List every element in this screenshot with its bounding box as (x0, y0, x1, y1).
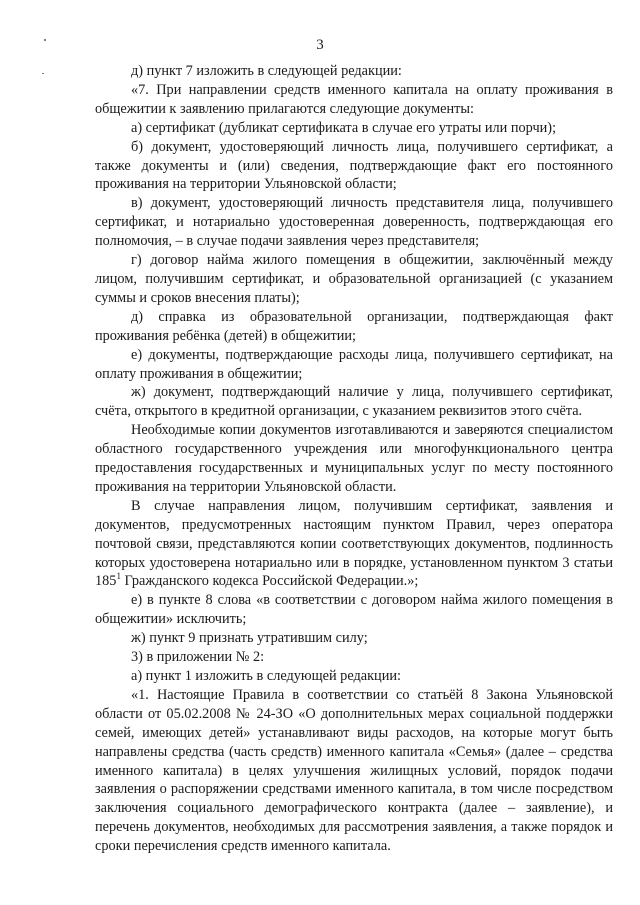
page-number: 3 (316, 37, 324, 53)
paragraph: ж) документ, подтверждающий наличие у лица, получившего сертификат, счёта, открытого в кредитной организации, с указанием реквизитов этого счёта. (95, 384, 613, 420)
document-body (95, 62, 613, 856)
paragraph-text: Гражданского кодекса Российской Федерации.»; (120, 573, 419, 590)
paragraph: е) документы, подтверждающие расходы лица, получившего сертификат, на оплату проживания в общежитии; (95, 346, 613, 382)
paragraph: в) документ, удостоверяющий личность представителя лица, получившего сертификат, и нотариально удостоверенная доверенность, подтверждающая его полномочия, – в случае подачи заявления через представителя; (95, 195, 613, 250)
paragraph: е) в пункте 8 слова «в соответствии с договором найма жилого помещения в общежитии» исключить; (95, 592, 613, 628)
paragraph (95, 497, 613, 592)
scan-speck (42, 73, 44, 74)
paragraph: а) пункт 1 изложить в следующей редакции: (131, 668, 401, 684)
paragraph: Необходимые копии документов изготавливаются и заверяются специалистом областного государственного учреждения или многофункционального центра предоставления государственных и муниципальных услуг по месту постоянного проживания на территории Ульяновской области. (95, 422, 613, 495)
paragraph: б) документ, удостоверяющий личность лица, получившего сертификат, а также документы и (или) сведения, подтверждающие факт его постоянного проживания на территории Ульяновской области; (95, 138, 613, 193)
superscript: 1 (116, 571, 121, 582)
paragraph: «7. При направлении средств именного капитала на оплату проживания в общежитии к заявлению прилагаются следующие документы: (95, 81, 613, 117)
paragraph: «1. Настоящие Правила в соответствии со статьёй 8 Закона Ульяновской области от 05.02.2008 № 24-ЗО «О дополнительных мерах социальной поддержки семей, имеющих детей» устанавливают виды расходов, на которые могут быть направлены средства (часть средств) именного капитала «Семья» (далее – средства именного капитала) в целях улучшения жилищных условий, порядок подачи заявления о распоряжении средствами именного капитала, в том числе посредством заключения социального демографического контракта (далее – заявление), и перечень документов, необходимых для рассмотрения заявления, а также порядок и сроки перечисления средств именного капитала. (95, 686, 613, 855)
paragraph: д) пункт 7 изложить в следующей редакции: (131, 63, 402, 79)
paragraph: г) договор найма жилого помещения в общежитии, заключённый между лицом, получившим сертификат, и образовательной организацией (с указанием суммы и сроков внесения платы); (95, 252, 613, 306)
paragraph: д) справка из образовательной организации, подтверждающая факт проживания ребёнка (детей) в общежитии; (95, 308, 613, 344)
paragraph: а) сертификат (дубликат сертификата в случае его утраты или порчи); (131, 119, 557, 136)
paragraph: 3) в приложении № 2: (131, 649, 265, 666)
paragraph: ж) пункт 9 признать утратившим силу; (131, 630, 368, 647)
paragraph-text: В случае направления лицом, получившим сертификат, заявления и документов, предусмотренных настоящим пунктом Правил, через оператора почтовой связи, представляются копии соответствующих документов, подлинность которых удостоверена нотариально или в порядке, установленном пунктом 3 статьи 185 (95, 497, 613, 590)
